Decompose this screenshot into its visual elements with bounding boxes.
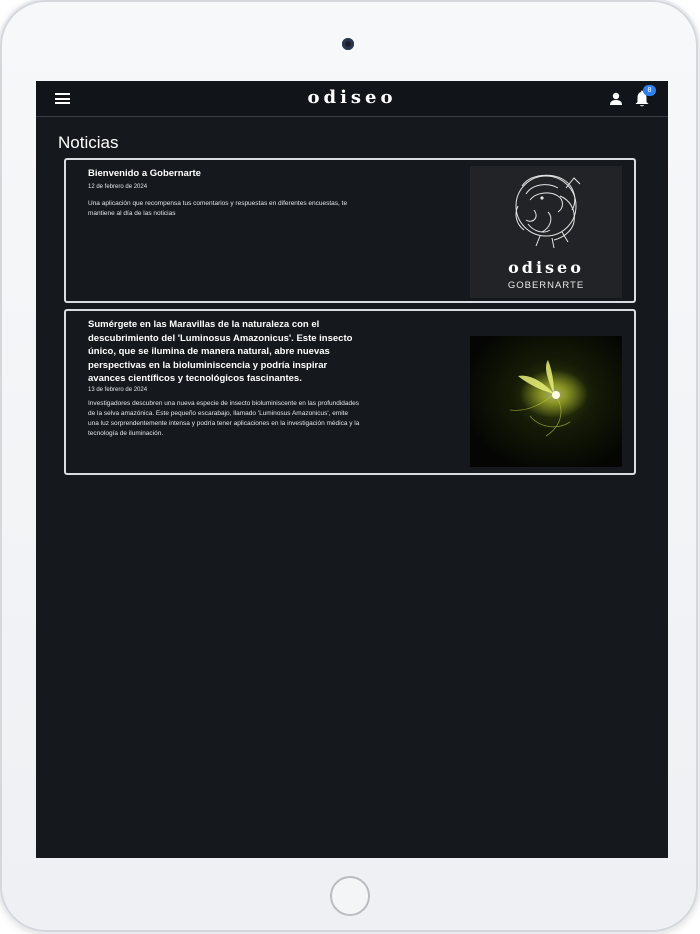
- odiseo-logo-text: odiseo: [508, 258, 584, 277]
- news-card[interactable]: [64, 309, 636, 475]
- home-button[interactable]: [330, 876, 370, 916]
- news-image-glowing-insect: [470, 336, 622, 467]
- hamburger-menu-icon[interactable]: [55, 93, 70, 104]
- news-card[interactable]: [64, 158, 636, 303]
- news-title: Sumérgete en las Maravillas de la naturaleza con el descubrimiento del 'Luminosus Amazonicus'. Este insecto único, que se ilumina de manera natural, abre nuevas perspectivas en la bioluminiscencia y podría inspirar avances científicos y tecnológicos fascinantes.: [88, 319, 353, 384]
- news-card-text: [88, 167, 358, 219]
- news-description: Una aplicación que recompensa tus comentarios y respuestas en diferentes encuestas, te mantiene al día de las noticias: [88, 199, 348, 217]
- user-icon[interactable]: [609, 92, 623, 106]
- tablet-frame: [2, 2, 696, 930]
- app-screen: [36, 81, 668, 858]
- news-title: Bienvenido a Gobernarte: [88, 168, 201, 179]
- news-image-odiseo-logo: [470, 166, 622, 298]
- horse-emblem-icon: [470, 166, 622, 298]
- news-date: 13 de febrero de 2024: [88, 386, 148, 393]
- top-app-bar: [36, 81, 668, 117]
- front-camera: [342, 38, 354, 50]
- page-title: Noticias: [58, 133, 119, 152]
- notification-badge: 8: [643, 85, 656, 96]
- news-date: 12 de febrero de 2024: [88, 183, 148, 190]
- news-card-text: [88, 318, 360, 439]
- news-description: Investigadores descubren una nueva especie de insecto bioluminiscente en las profundidades de la selva amazónica. Este pequeño escarabajo, llamado 'Luminosus Amazonicus', emite una luz sorprendentemente intensa y podría tener aplicaciones en la investigación médica y la tecnología de iluminación.: [88, 399, 360, 437]
- glowing-insect-image: [470, 336, 622, 467]
- gobernarte-logo-text: GOBERNARTE: [507, 280, 585, 291]
- app-logo[interactable]: odiseo: [307, 87, 397, 108]
